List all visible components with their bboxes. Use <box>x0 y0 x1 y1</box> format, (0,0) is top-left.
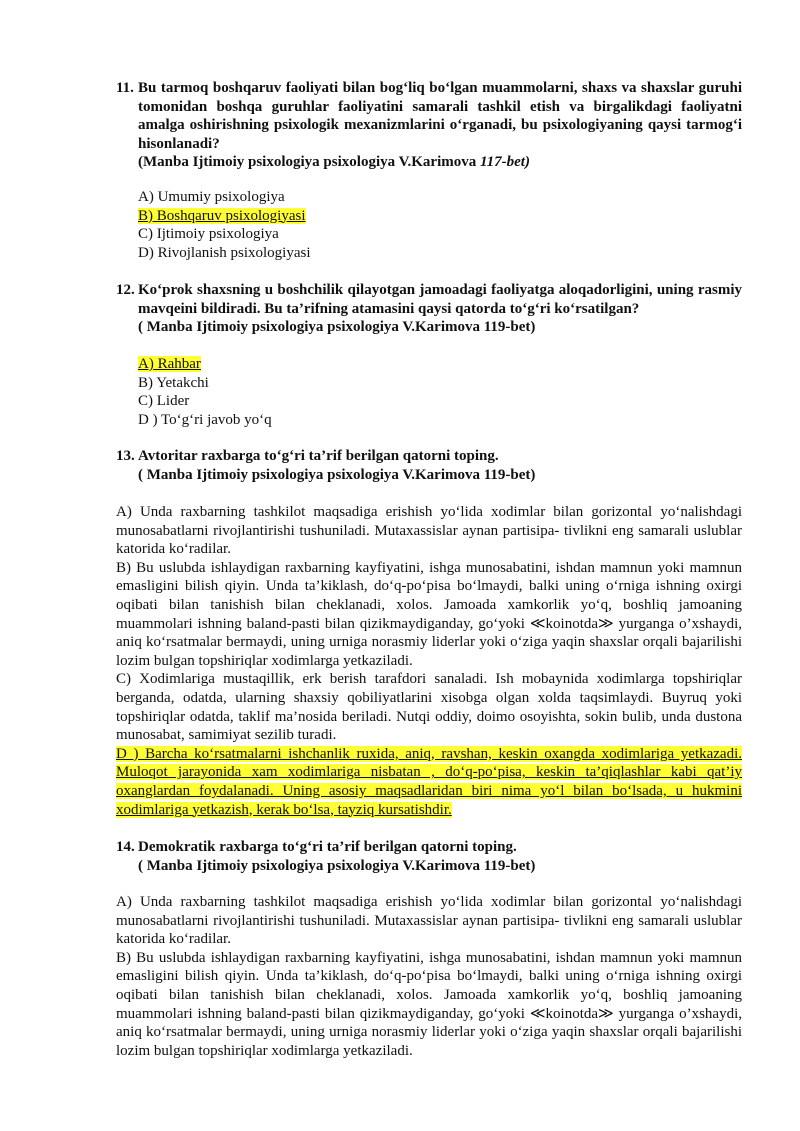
question-source: ( Manba Ijtimoiy psixologiya psixologiya V.Karimova 119-bet) <box>138 857 536 874</box>
question-number: 12. <box>116 282 135 298</box>
option-a[interactable]: A) Umumiy psixologiya <box>138 189 285 205</box>
option-c[interactable]: C) Lider <box>138 393 190 410</box>
question-11-header <box>116 79 742 172</box>
option-a[interactable]: A) Unda raxbarning tashkilot maqsadiga erishish yo‘lida xodimlar bilan gorizontal yo‘nalishdagi munosabatlarni rivojlantirishi tushuniladi. Mutaxassislar aynan partisipa- tivlikni eng samarali uslublar katorida ko‘radilar. <box>116 504 742 558</box>
question-14-header <box>116 838 742 875</box>
question-12-options <box>138 355 742 429</box>
question-14-options <box>116 893 742 1060</box>
question-13-header <box>116 447 742 484</box>
option-d[interactable]: D) Rivojlanish psixologiyasi <box>138 244 311 261</box>
option-c[interactable]: C) Xodimlariga mustaqillik, erk berish tarafdori sanaladi. Ish mobaynida xodimlarga topshiriqlar berganda, odatda, ularning shaxsiy qobiliyatlarini xisobga olgan xolda taqsimlaydi. Buyruq yoki topshiriqlar odatda, taklif ma’nosida beriladi. Nutqi oddiy, doimo osoyishta, sokin bulib, unda dustona munosabat, samimiyat sezilib turadi. <box>116 671 742 744</box>
option-a[interactable] <box>138 355 742 374</box>
question-source <box>116 153 742 172</box>
option-b[interactable]: B) Yetakchi <box>138 374 209 391</box>
question-12 <box>116 281 742 337</box>
answer-highlight: B) Boshqaruv psixologiyasi <box>138 207 306 224</box>
answer-highlight: A) Rahbar <box>138 356 201 372</box>
question-number: 11. <box>116 80 134 96</box>
question-11-options <box>138 188 742 262</box>
question-stem: Demokratik raxbarga to‘g‘ri ta’rif berilgan qatorni toping. <box>138 839 517 855</box>
option-d[interactable]: D ) To‘g‘ri javob yo‘q <box>138 411 272 428</box>
question-source: ( Manba Ijtimoiy psixologiya psixologiya V.Karimova 119-bet) <box>138 466 536 483</box>
option-a[interactable]: A) Unda raxbarning tashkilot maqsadiga erishish yo‘lida xodimlar bilan gorizontal yo‘nalishdagi munosabatlarni rivojlantirishi tushuniladi. Mutaxassislar aynan partisipa- tivlikni eng samarali uslublar katorida ko‘radilar. <box>116 894 742 948</box>
question-stem: Avtoritar raxbarga to‘g‘ri ta’rif berilgan qatorni toping. <box>138 448 499 464</box>
answer-highlight: D ) Barcha ko‘rsatmalarni ishchanlik ruxida, aniq, ravshan, keskin oxangda xodimlariga yetkazadi. Muloqot jarayonida xam xodimlariga nisbatan , do‘q-po‘pisa, keskin ta’qiqlashlar kabi qat’iy oxanglardan foydalanadi. Uning asosiy maqsadlaridan biri nima yo‘l bilan bo‘lsada, u hukmini xodimlariga yetkazish, kerak bo‘lsa, tayziq kursatishdir. <box>116 745 742 818</box>
question-number: 14. <box>116 839 135 855</box>
option-b[interactable] <box>138 207 742 226</box>
question-number: 13. <box>116 448 135 464</box>
question-source: ( Manba Ijtimoiy psixologiya psixologiya V.Karimova 119-bet) <box>138 319 536 336</box>
source-page: 117-bet) <box>479 154 530 171</box>
source-text: (Manba Ijtimoiy psixologiya psixologiya V.Karimova <box>138 154 480 171</box>
question-13-options <box>116 503 742 819</box>
option-b[interactable]: B) Bu uslubda ishlaydigan raxbarning kayfiyatini, ishga munosabatini, ishdan mamnun yoki mamnun emasligini bilish qiyin. Unda ta’kiklash, do‘q-po‘pisa bo‘lmaydi, balki uning o‘rniga ishning oxirgi oqibati bilan tanishish bilan cheklanadi, xolos. Jamoada xamkorlik yo‘q, boshliq jamoaning muammolari ishning baland-pasti bilan qizikmaydiganday, go‘yoki ≪koinotda≫ yurganga o’xshaydi, aniq ko‘rsatmalar bermaydi, uning urniga norasmiy liderlar yoki o‘ziga yaqin shaxslar orqali bajarilishi lozim bulgan topshiriqlar xodimlarga yetkaziladi. <box>116 949 742 1059</box>
question-12-header <box>116 281 742 337</box>
option-c[interactable]: C) Ijtimoiy psixologiya <box>138 226 279 243</box>
question-stem: Ko‘prok shaxsning u boshchilik qilayotgan jamoadagi faoliyatga aloqadorligini, uning rasmiy mavqeini bildiradi. Bu ta’rifning atamasini qaysi qatorda to‘g‘ri ko‘rsatilgan? <box>138 282 742 317</box>
option-d[interactable] <box>116 745 742 819</box>
option-b[interactable]: B) Bu uslubda ishlaydigan raxbarning kayfiyatini, ishga munosabatini, ishdan mamnun yoki mamnun emasligini bilish qiyin. Unda ta’kiklash, do‘q-po‘pisa bo‘lmaydi, balki uning o‘rniga ishning oxirgi oqibati bilan tanishish bilan cheklanadi, xolos. Jamoada xamkorlik yo‘q, boshliq jamoaning muammolari ishning baland-pasti bilan qizikmaydiganday, go‘yoki ≪koinotda≫ yurganga o’xshaydi, aniq ko‘rsatmalar bermaydi, uning urniga norasmiy liderlar yoki o‘ziga yaqin shaxslar orqali bajarilishi lozim bulgan topshiriqlar xodimlarga yetkaziladi. <box>116 559 742 669</box>
question-13 <box>116 447 742 484</box>
question-11 <box>116 79 742 172</box>
question-14 <box>116 838 742 875</box>
question-stem: Bu tarmoq boshqaruv faoliyati bilan bog‘liq bo‘lgan muammolarni, shaxs va shaxslar guruhi tomonidan boshqa guruhlar faoliyatini samarali tashkil etish va birgalikdagi faoliyatni amalga oshirishning psixologik mexanizmlarini o‘rganadi, bu psixologiyaning qaysi tarmog‘i hisonlanadi? <box>138 80 742 152</box>
